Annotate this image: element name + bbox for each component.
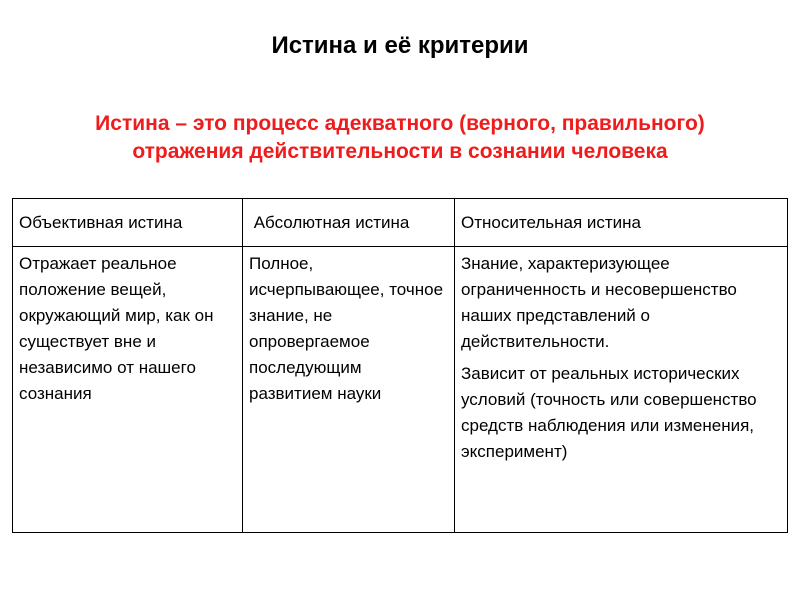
definition-line-1: Истина – это процесс адекватного (верного, правильного) <box>95 112 705 135</box>
header-absolute-truth: Абсолютная истина <box>243 199 455 247</box>
table-row <box>13 247 788 533</box>
cell-objective-truth: Отражает реальное положение вещей, окружающий мир, как он существует вне и независимо от нашего сознания <box>13 247 243 533</box>
slide-title: Истина и её критерии <box>271 32 529 59</box>
header-objective-truth: Объективная истина <box>13 199 243 247</box>
truth-criteria-table <box>12 198 788 533</box>
cell-absolute-truth: Полное, исчерпывающее, точное знание, не опровергаемое последующим развитием науки <box>243 247 455 533</box>
relative-truth-dependency: Зависит от реальных исторических условий (точность или совершенство средств наблюдения или изменения, эксперимент) <box>461 364 757 461</box>
table-header-row <box>13 199 788 247</box>
header-relative-truth: Относительная истина <box>455 199 788 247</box>
definition-line-2: отражения действительности в сознании человека <box>132 140 668 163</box>
relative-truth-definition: Знание, характеризующее ограниченность и несовершенство наших представлений о действительности. <box>461 254 737 351</box>
truth-definition <box>0 110 800 166</box>
cell-relative-truth <box>455 247 788 533</box>
